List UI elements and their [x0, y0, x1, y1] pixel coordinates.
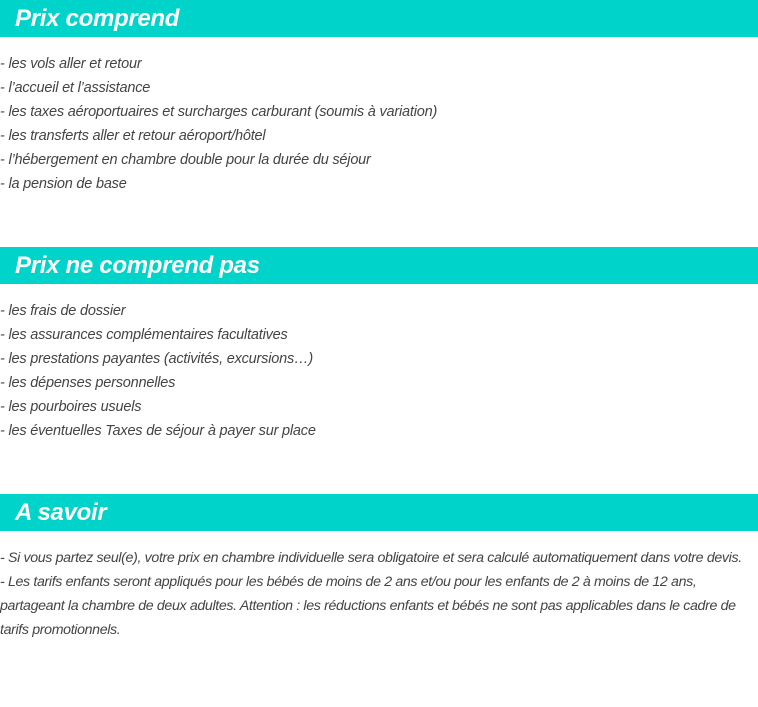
list-item: - l’hébergement en chambre double pour la durée du séjour	[0, 152, 371, 168]
section-header-a-savoir	[0, 494, 758, 531]
list-item: - les transferts aller et retour aéroport/hôtel	[0, 128, 266, 144]
list-item: - les vols aller et retour	[0, 56, 142, 72]
section-header-prix-ne-comprend-pas	[0, 247, 758, 284]
list-item: - l’accueil et l’assistance	[0, 80, 151, 96]
notes-list	[0, 546, 752, 642]
note-paragraph: - Les tarifs enfants seront appliqués pour les bébés de moins de 2 ans et/ou pour les enfants de 2 à moins de 12 ans, partageant la chambre de deux adultes. Attention : les réductions enfants et bébés ne sont pas applicables dans le cadre de tarifs promotionnels.	[0, 574, 736, 638]
excluded-list	[0, 299, 752, 443]
list-item: - la pension de base	[0, 176, 127, 192]
note-paragraph: - Si vous partez seul(e), votre prix en chambre individuelle sera obligatoire et sera calculé automatiquement dans votre devis.	[0, 550, 742, 566]
section-title: Prix ne comprend pas	[15, 252, 260, 279]
list-item: - les taxes aéroportuaires et surcharges carburant (soumis à variation)	[0, 104, 438, 120]
list-item: - les frais de dossier	[0, 303, 126, 319]
list-item: - les prestations payantes (activités, excursions…)	[0, 351, 313, 367]
list-item: - les pourboires usuels	[0, 399, 142, 415]
section-title: Prix comprend	[15, 5, 180, 32]
section-title: A savoir	[15, 499, 107, 526]
list-item: - les dépenses personnelles	[0, 375, 176, 391]
included-list	[0, 52, 752, 196]
list-item: - les éventuelles Taxes de séjour à payer sur place	[0, 423, 316, 439]
section-header-prix-comprend	[0, 0, 758, 37]
list-item: - les assurances complémentaires facultatives	[0, 327, 288, 343]
